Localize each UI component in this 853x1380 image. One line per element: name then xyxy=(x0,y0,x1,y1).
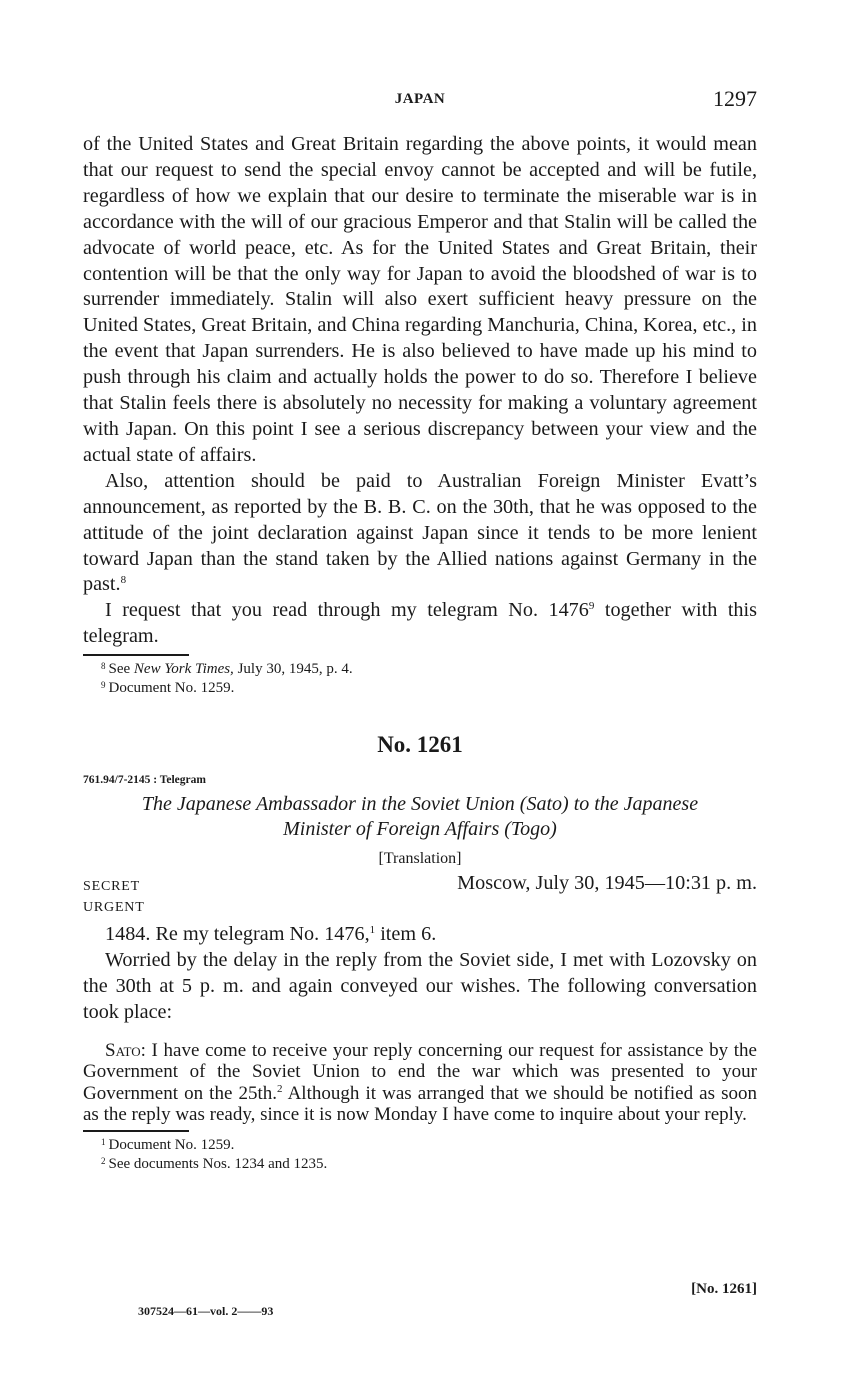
page-body xyxy=(83,132,757,1172)
priority-label: URGENT xyxy=(83,900,145,916)
footnote-italic: New York Times, xyxy=(133,661,234,678)
document-title xyxy=(83,792,757,842)
document-number: No. 1261 xyxy=(377,732,463,758)
dateline: Moscow, July 30, 1945—10:31 p. m. xyxy=(457,872,757,895)
footnote xyxy=(83,1134,757,1153)
footnote xyxy=(83,1153,757,1172)
footnote-ref: 2 xyxy=(277,1082,283,1095)
continued-paragraph-1: of the United States and Great Britain regarding the above points, it would mean that our request to send the special envoy cannot be accepted and will be futile, regardless of how we explain that our desire to terminate the miserable war is in accordance with the will of our gracious Emperor and that Stalin will be called the advocate of world peace, etc. As for the United States and Great Britain, their contention will be that the only way for Japan to avoid the bloodshed of war is to surrender immediately. Stalin will also exert sufficient heavy pressure on the United States, Great Britain, and China regarding Manchuria, China, Korea, etc., in the event that Japan surrenders. He is also believed to have made up his mind to push through his claim and actually holds the power to do so. Therefore I believe that Stalin feels there is absolutely no necessity for making a voluntary agreement with Japan. On this point I see a serious discrepancy between your view and the actual state of affairs. xyxy=(83,133,757,466)
continued-paragraph-3 xyxy=(83,598,757,650)
footnote-divider xyxy=(83,1130,189,1132)
footnote-mark: 2 xyxy=(101,1155,106,1166)
footnote-mark: 1 xyxy=(101,1136,106,1147)
footnote-text: July 30, 1945, p. 4. xyxy=(233,661,353,678)
quote-text: Although it was arranged that we should be notified as soon as the reply was ready, since it is now Monday I have come to inquire about your reply. xyxy=(83,1082,758,1126)
footnote-text: Document No. 1259. xyxy=(108,1136,235,1153)
title-line: The Japanese Ambassador in the Soviet Union (Sato) to the Japanese xyxy=(141,793,699,816)
printer-line: 307524—61—vol. 2——93 xyxy=(138,1304,274,1318)
paragraph-text: item 6. xyxy=(375,923,437,946)
footnote-mark: 9 xyxy=(101,680,106,691)
footnote xyxy=(83,677,757,696)
footnote-text: See xyxy=(108,661,134,678)
page-footer xyxy=(83,1278,757,1328)
footnote-ref: 9 xyxy=(588,600,595,613)
telegram-paragraph-2: Worried by the delay in the reply from the Soviet side, I met with Lozovsky on the 30th at 5 p. m. and again conveyed our wishes. The following conversation took place: xyxy=(83,949,757,1023)
page-header xyxy=(83,86,757,116)
footnote-ref: 8 xyxy=(120,574,127,587)
footnote-text: See documents Nos. 1234 and 1235. xyxy=(108,1155,328,1172)
quote-paragraph xyxy=(83,1040,757,1126)
title-line: Minister of Foreign Affairs (Togo) xyxy=(283,818,557,841)
conversation-quote xyxy=(83,1040,757,1126)
classification-label: SECRET xyxy=(83,879,140,895)
footnote-divider xyxy=(83,654,189,656)
paragraph-text: I request that you read through my telegram No. 1476 xyxy=(105,599,589,622)
footnote-mark: 8 xyxy=(101,661,106,672)
running-head: JAPAN xyxy=(394,91,446,107)
telegram-paragraph-1 xyxy=(83,922,757,948)
quote-text: : I have come to receive your reply concerning our request for assistance by the Government of the Soviet Union to end the war which was presented to your Government on the 25th. xyxy=(83,1039,757,1104)
footnote-ref: 1 xyxy=(369,924,376,937)
paragraph-text: 1484. Re my telegram No. 1476, xyxy=(105,923,370,946)
footnote xyxy=(83,658,757,677)
document-reference: [No. 1261] xyxy=(691,1281,757,1297)
file-reference: 761.94/7-2145 : Telegram xyxy=(83,774,206,787)
telegram-meta xyxy=(83,872,757,898)
speaker-name: Sato xyxy=(105,1039,141,1061)
footnote-text: Document No. 1259. xyxy=(108,680,235,697)
paragraph-text: together with this telegram. xyxy=(83,599,757,648)
continued-paragraph-2 xyxy=(83,469,757,599)
paragraph-text: Also, attention should be paid to Australian Foreign Minister Evatt’s announcement, as reported by the B. B. C. on the 30th, that he was opposed to the attitude of the joint declaration against Japan since it tends to be more lenient toward Japan than the stand taken by the Allied nations against Germany in the past. xyxy=(83,469,757,596)
translation-note: [Translation] xyxy=(378,850,462,868)
page-number: 1297 xyxy=(713,86,757,111)
